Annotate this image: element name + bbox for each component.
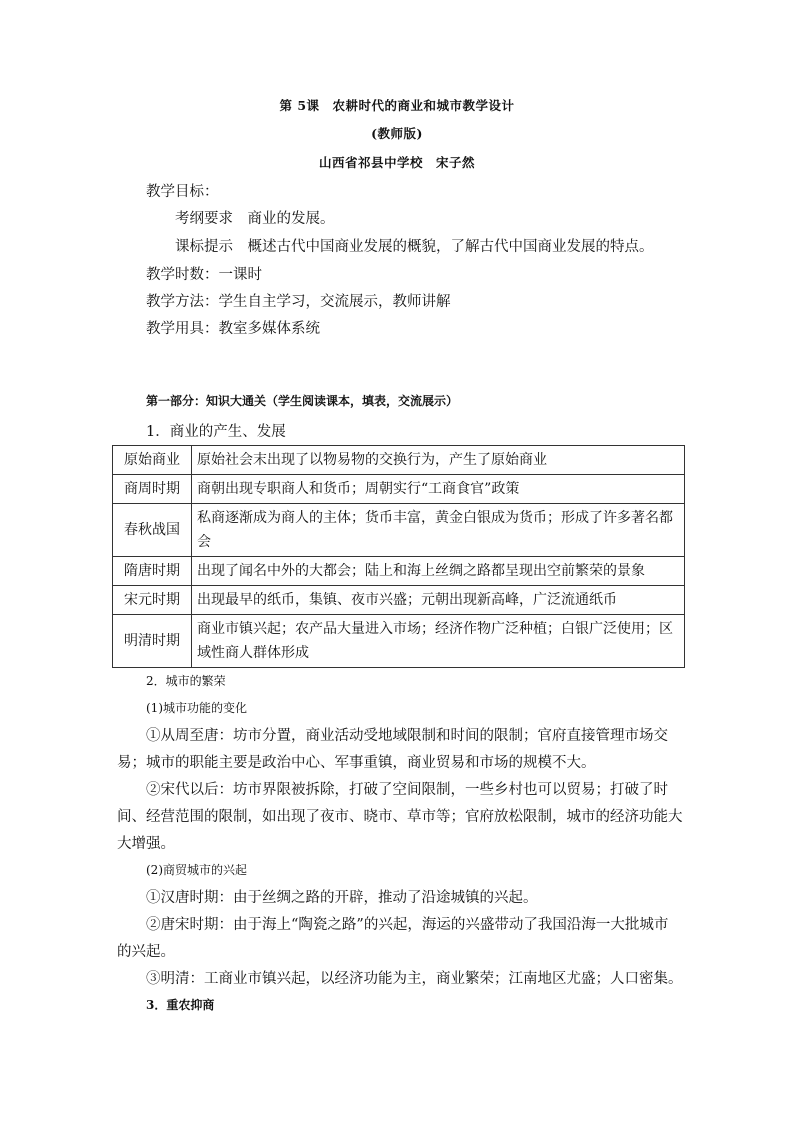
paragraph-line: ②唐宋时期：由于海上“陶瓷之路”的兴起，海运的兴盛带动了我国沿海一大批城市 [146, 917, 669, 933]
section1-title: 1．商业的产生、发展 [146, 424, 286, 440]
paragraph-line: 间、经营范围的限制，如出现了夜市、晓市、草市等；官府放松限制，城市的经济功能大 [117, 809, 683, 825]
subsection1-title: (1)城市功能的变化 [146, 701, 247, 715]
table-row [113, 557, 685, 586]
period-cell: 宋元时期 [113, 586, 192, 615]
period-cell: 商周时期 [113, 475, 192, 504]
content-cell: 商业市镇兴起；农产品大量进入市场；经济作物广泛种植；白银广泛使用；区域性商人群体形成 [192, 615, 685, 668]
teaching-methods: 教学方法：学生自主学习，交流展示，教师讲解 [146, 294, 451, 310]
paragraph-line: 易；城市的职能主要是政治中心、军事重镇，商业贸易和市场的规模不大。 [117, 755, 596, 771]
table-row [113, 446, 685, 475]
content-cell: 私商逐渐成为商人的主体；货币丰富，黄金白银成为货币；形成了许多著名都会 [192, 504, 685, 557]
author-line: 山西省祁县中学校 宋子然 [318, 155, 475, 170]
paragraph-line: ①从周至唐：坊市分置，商业活动受地域限制和时间的限制；官府直接管理市场交 [146, 728, 668, 744]
table-row [113, 615, 685, 668]
paragraph-line: ①汉唐时期：由于丝绸之路的开辟，推动了沿途城镇的兴起。 [146, 890, 538, 906]
exam-requirement: 考纲要求 商业的发展。 [175, 211, 335, 227]
content-cell: 原始社会末出现了以物易物的交换行为，产生了原始商业 [192, 446, 685, 475]
commerce-table [112, 445, 685, 668]
content-cell: 出现了闻名中外的大都会；陆上和海上丝绸之路都呈现出空前繁荣的景象 [192, 557, 685, 586]
table-row [113, 586, 685, 615]
part1-heading: 第一部分：知识大通关（学生阅读课本，填表，交流展示） [146, 394, 459, 408]
subsection2-title: (2)商贸城市的兴起 [146, 863, 247, 877]
section2-title: 2．城市的繁荣 [146, 674, 226, 688]
paragraph-line: 大增强。 [117, 836, 175, 852]
table-row [113, 475, 685, 504]
teaching-hours: 教学时数：一课时 [146, 267, 262, 283]
edition-label: (教师版) [371, 126, 423, 141]
paragraph-line: ③明清：工商业市镇兴起，以经济功能为主，商业繁荣；江南地区尤盛；人口密集。 [146, 971, 683, 987]
period-cell: 明清时期 [113, 615, 192, 668]
teaching-tools: 教学用具：教室多媒体系统 [146, 321, 320, 337]
paragraph-line: ②宋代以后：坊市界限被拆除，打破了空间限制，一些乡村也可以贸易；打破了时 [146, 782, 668, 798]
curriculum-hint: 课标提示 概述古代中国商业发展的概貌，了解古代中国商业发展的特点。 [175, 239, 654, 255]
document-title: 第 5课 农耕时代的商业和城市教学设计 [279, 98, 515, 113]
objectives-label: 教学目标： [146, 184, 219, 200]
content-cell: 商朝出现专职商人和货币；周朝实行“工商食官”政策 [192, 475, 685, 504]
period-cell: 原始商业 [113, 446, 192, 475]
section3-title: 3．重农抑商 [146, 998, 215, 1012]
period-cell: 春秋战国 [113, 504, 192, 557]
table-row [113, 504, 685, 557]
paragraph-line: 的兴起。 [117, 944, 175, 960]
content-cell: 出现最早的纸币，集镇、夜市兴盛；元朝出现新高峰，广泛流通纸币 [192, 586, 685, 615]
period-cell: 隋唐时期 [113, 557, 192, 586]
